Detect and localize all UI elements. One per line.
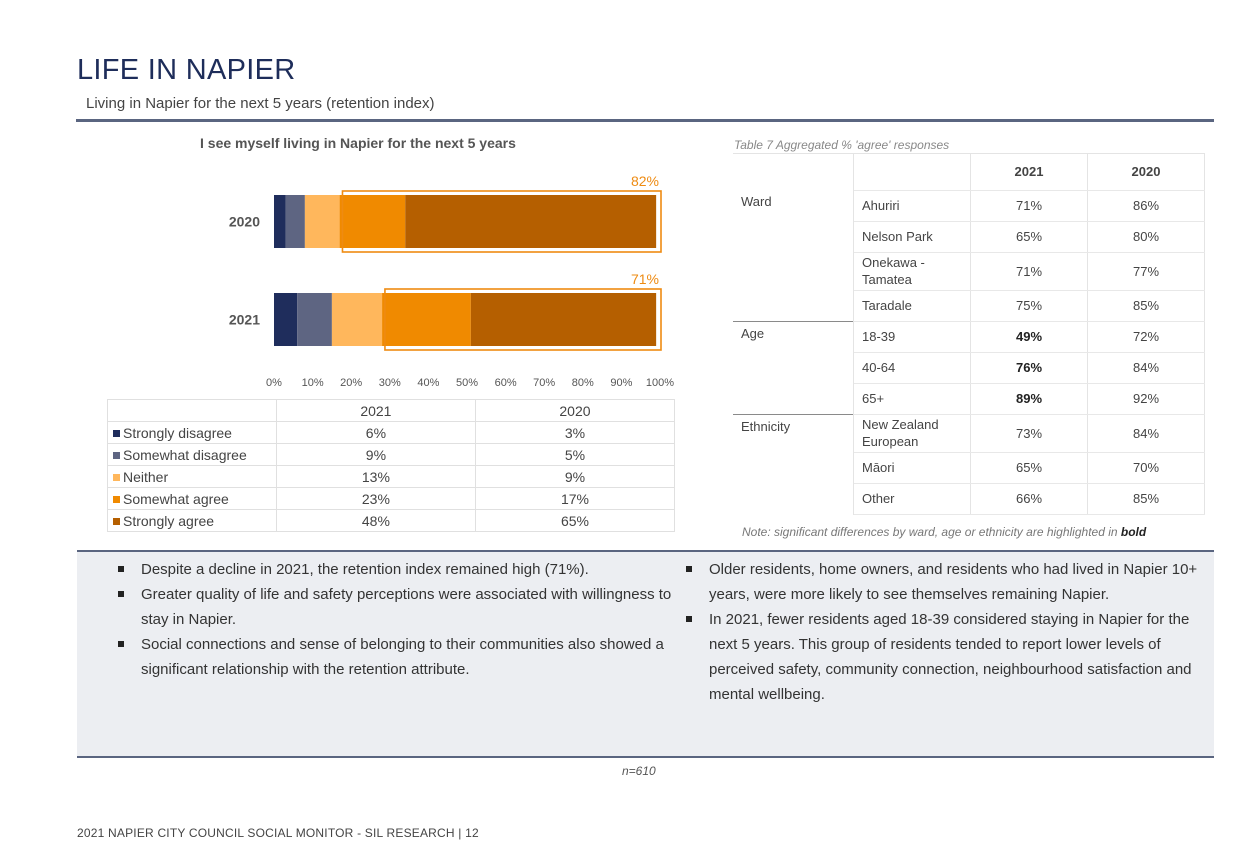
legend-swatch: [113, 518, 120, 525]
table-row-label: 40-64: [854, 352, 971, 383]
table-row: [733, 190, 1205, 221]
table-value-2021: 71%: [971, 190, 1088, 221]
stacked-bar-chart: [218, 160, 688, 395]
bar-segment: [274, 195, 286, 248]
x-tick-label: 20%: [340, 377, 363, 389]
x-tick-label: 30%: [378, 377, 401, 389]
page-footer: 2021 NAPIER CITY COUNCIL SOCIAL MONITOR - SIL RESEARCH | 12: [77, 826, 479, 840]
legend-year-header: 2021: [276, 400, 475, 422]
table-year-header: 2020: [1088, 154, 1205, 191]
table-row-label: Ahuriri: [854, 190, 971, 221]
legend-row: [108, 444, 675, 466]
table-value-2020: 85%: [1088, 290, 1205, 321]
finding-item: Older residents, home owners, and residents who had lived in Napier 10+ years, were more likely to see themselves remaining Napier.: [681, 557, 1206, 607]
table-value-2020: 84%: [1088, 414, 1205, 452]
table-group-label: Age: [733, 321, 854, 414]
x-tick-label: 80%: [571, 377, 594, 389]
legend-label: Somewhat disagree: [123, 446, 247, 463]
legend-label: Strongly agree: [123, 512, 215, 529]
legend-value-2020: 9%: [475, 466, 674, 488]
table-value-2020: 80%: [1088, 221, 1205, 252]
table-year-header: 2021: [971, 154, 1088, 191]
table-value-2021: 71%: [971, 252, 1088, 290]
table-group-label: Ethnicity: [733, 414, 854, 514]
table-row-label: Māori: [854, 452, 971, 483]
legend-swatch: [113, 496, 120, 503]
legend-label-cell: [108, 444, 277, 466]
table-value-2021: 76%: [971, 352, 1088, 383]
table-value-2020: 92%: [1088, 383, 1205, 414]
legend-label: Neither: [123, 468, 169, 485]
x-tick-label: 60%: [494, 377, 517, 389]
table-row: [733, 414, 1205, 452]
legend-swatch: [113, 452, 120, 459]
bar-segment: [297, 293, 332, 346]
category-label: 2021: [228, 311, 260, 328]
x-tick-label: 90%: [610, 377, 633, 389]
table-value-2020: 77%: [1088, 252, 1205, 290]
x-tick-label: 40%: [417, 377, 440, 389]
bar-segment: [382, 293, 471, 346]
legend-row: [108, 488, 675, 510]
table-value-2021: 66%: [971, 483, 1088, 514]
x-tick-label: 70%: [533, 377, 556, 389]
bar-segment: [471, 293, 656, 346]
table-group-label: Ward: [733, 190, 854, 321]
table-value-2020: 70%: [1088, 452, 1205, 483]
table-row: [733, 321, 1205, 352]
table-value-2021: 73%: [971, 414, 1088, 452]
header-divider: [76, 119, 1214, 122]
x-tick-label: 0%: [266, 377, 282, 389]
chart-legend-table: [107, 399, 675, 532]
legend-header-row: [108, 400, 675, 422]
table-row-label: 65+: [854, 383, 971, 414]
table-value-2020: 85%: [1088, 483, 1205, 514]
x-tick-label: 50%: [455, 377, 479, 389]
bar-segment: [332, 293, 382, 346]
table-value-2021: 89%: [971, 383, 1088, 414]
legend-value-2021: 13%: [276, 466, 475, 488]
legend-value-2020: 3%: [475, 422, 674, 444]
chart-title: I see myself living in Napier for the next 5 years: [200, 135, 516, 151]
legend-value-2021: 6%: [276, 422, 475, 444]
bar-segment: [286, 195, 305, 248]
finding-item: Greater quality of life and safety perceptions were associated with willingness to stay in Napier.: [113, 582, 673, 632]
legend-row: [108, 422, 675, 444]
x-tick-label: 10%: [301, 377, 324, 389]
legend-header-blank: [108, 400, 277, 422]
legend-label: Somewhat agree: [123, 490, 229, 507]
table-value-2021: 75%: [971, 290, 1088, 321]
bar-segment: [305, 195, 340, 248]
legend-swatch: [113, 474, 120, 481]
category-label: 2020: [228, 213, 260, 230]
table-value-2020: 84%: [1088, 352, 1205, 383]
table-value-2020: 72%: [1088, 321, 1205, 352]
table-row-label: New Zealand European: [854, 414, 971, 452]
finding-item: Social connections and sense of belonging to their communities also showed a significant relationship with the retention attribute.: [113, 632, 673, 682]
table-value-2020: 86%: [1088, 190, 1205, 221]
legend-label-cell: [108, 422, 277, 444]
findings-right-list: [681, 557, 1206, 707]
aggregated-agree-table: [733, 153, 1205, 515]
table-row-label: Other: [854, 483, 971, 514]
table-caption: Table 7 Aggregated % 'agree' responses: [734, 138, 950, 152]
header-blank-sub: [854, 154, 971, 191]
legend-year-header: 2020: [475, 400, 674, 422]
key-findings-panel: [77, 550, 1214, 758]
x-tick-label: 100%: [645, 377, 675, 389]
finding-item: Despite a decline in 2021, the retention index remained high (71%).: [113, 557, 673, 582]
finding-item: In 2021, fewer residents aged 18-39 considered staying in Napier for the next 5 years. This group of residents tended to report lower levels of perceived safety, community connection, neighbourhood satisfaction and mental wellbeing.: [681, 607, 1206, 707]
bar-segment: [274, 293, 297, 346]
legend-value-2020: 5%: [475, 444, 674, 466]
agree-total-label: 82%: [630, 173, 659, 189]
table-note-text: Note: significant differences by ward, age or ethnicity are highlighted in: [742, 525, 1121, 539]
bar-segment: [340, 195, 406, 248]
legend-value-2020: 17%: [475, 488, 674, 510]
bar-segment: [405, 195, 656, 248]
legend-value-2020: 65%: [475, 510, 674, 532]
agree-total-label: 71%: [630, 271, 659, 287]
legend-label-cell: [108, 488, 277, 510]
page-title: LIFE IN NAPIER: [77, 54, 296, 86]
table-value-2021: 65%: [971, 221, 1088, 252]
legend-value-2021: 48%: [276, 510, 475, 532]
legend-value-2021: 23%: [276, 488, 475, 510]
table-row-label: 18-39: [854, 321, 971, 352]
table-note: [742, 525, 1146, 539]
table-header-row: [733, 154, 1205, 191]
table-note-bold: bold: [1120, 525, 1147, 539]
legend-label-cell: [108, 510, 277, 532]
table-row-label: Nelson Park: [854, 221, 971, 252]
legend-label: Strongly disagree: [123, 424, 232, 441]
table-row-label: Taradale: [854, 290, 971, 321]
legend-label-cell: [108, 466, 277, 488]
findings-left-list: [113, 557, 673, 682]
table-value-2021: 65%: [971, 452, 1088, 483]
legend-swatch: [113, 430, 120, 437]
legend-value-2021: 9%: [276, 444, 475, 466]
page-subtitle: Living in Napier for the next 5 years (retention index): [86, 95, 435, 112]
header-blank-group: [733, 154, 854, 191]
legend-row: [108, 466, 675, 488]
table-value-2021: 49%: [971, 321, 1088, 352]
table-row-label: Onekawa - Tamatea: [854, 252, 971, 290]
sample-size-note: n=610: [622, 764, 656, 778]
legend-row: [108, 510, 675, 532]
